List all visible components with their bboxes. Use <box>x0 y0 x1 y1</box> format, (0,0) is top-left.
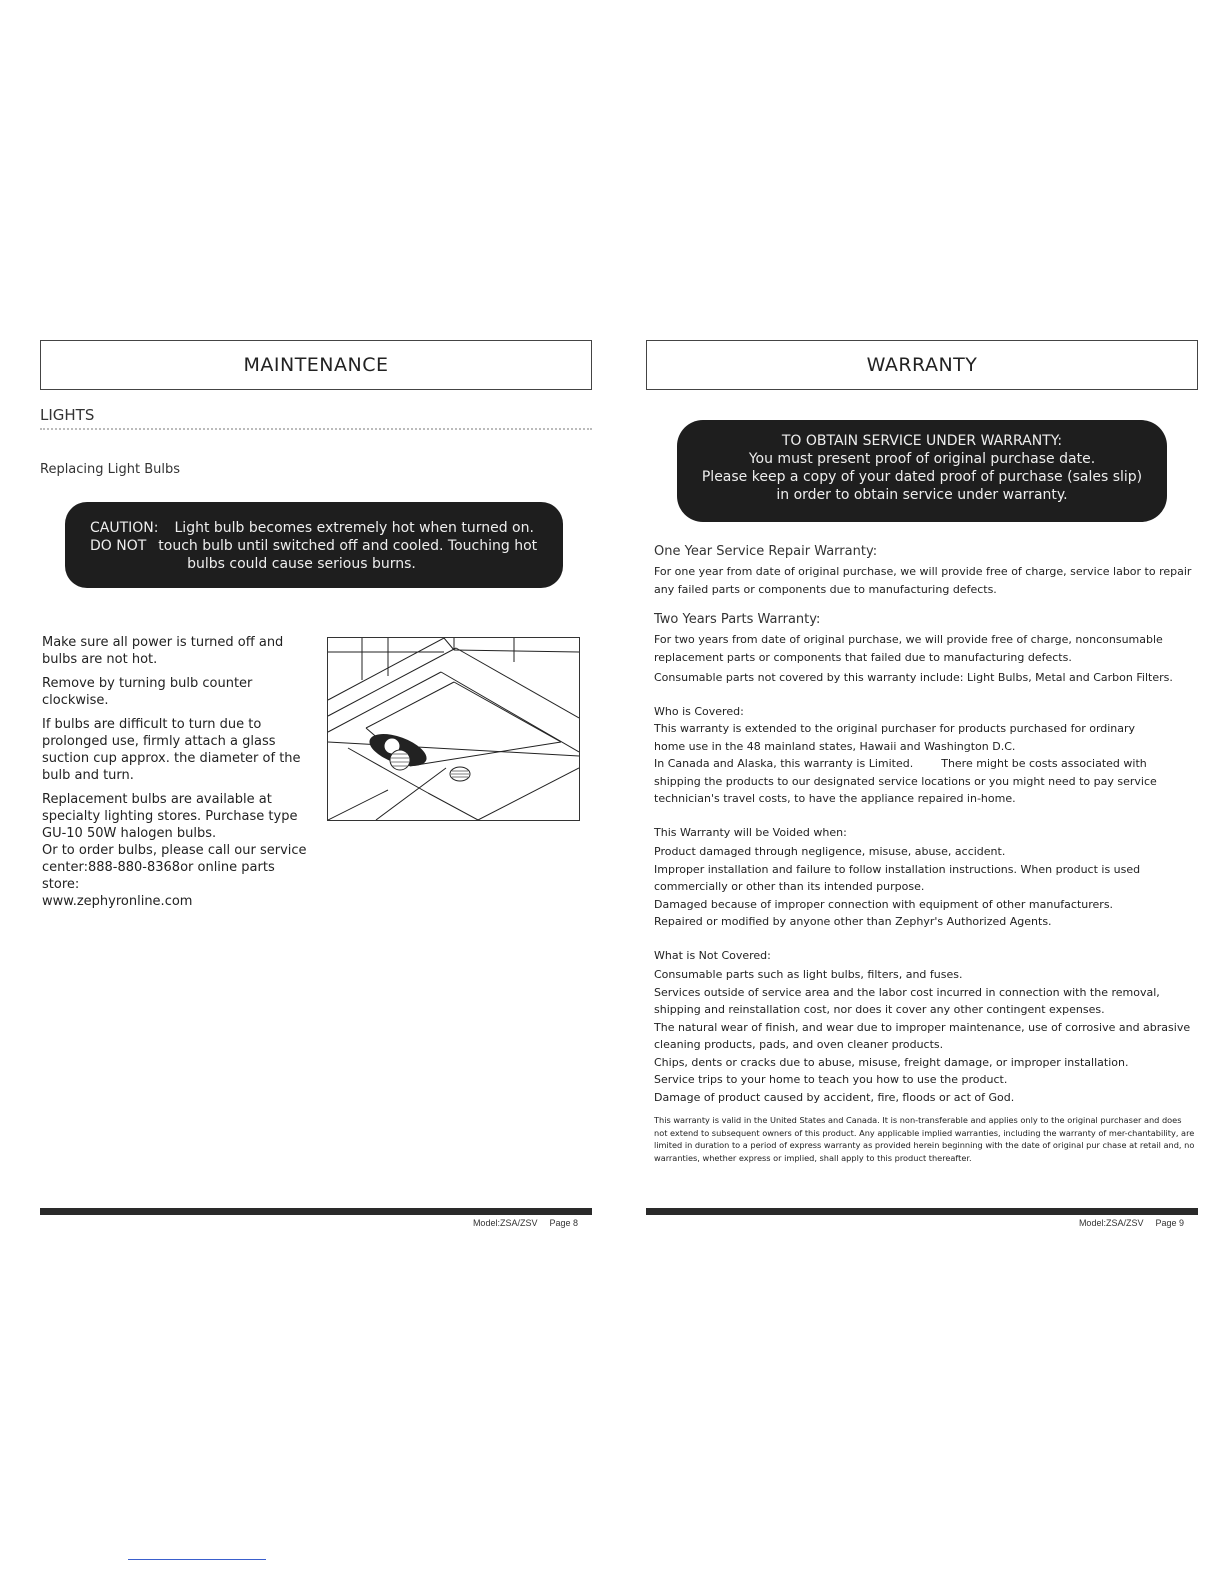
page-footer <box>1079 1218 1184 1228</box>
who-covered-text: home use in the 48 mainland states, Hawaii and Washington D.C. <box>654 739 1016 753</box>
caution-notice <box>65 502 563 588</box>
voided-item: Product damaged through negligence, misuse, abuse, accident. <box>654 845 1006 858</box>
one-year-heading: One Year Service Repair Warranty: <box>654 544 878 559</box>
voided-item: Improper installation and failure to follow installation instructions. When product is used commercially or other than its intended purpose. <box>654 862 1141 893</box>
do-not-label: DO NOT <box>90 538 147 554</box>
subheading-replacing-bulbs: Replacing Light Bulbs <box>40 462 181 477</box>
not-covered-item: Consumable parts such as light bulbs, filters, and fuses. <box>654 968 963 981</box>
link-underline <box>128 1559 266 1560</box>
instruction-paragraph: Make sure all power is turned off and bulbs are not hot. <box>42 635 284 667</box>
not-covered-item: Service trips to your home to teach you how to use the product. <box>654 1073 1008 1086</box>
who-covered-heading: Who is Covered: <box>654 704 744 718</box>
hood-bulb-drawing <box>328 638 579 820</box>
consumable-parts-text: Consumable parts not covered by this warranty include: Light Bulbs, Metal and Carbon Filters. <box>654 671 1173 684</box>
model-label: Model:ZSA/ZSV <box>472 1218 538 1228</box>
two-years-text: For two years from date of original purchase, we will provide free of charge, nonconsumable replacement parts or components that failed due to manufacturing defects. <box>654 633 1163 664</box>
model-label: Model:ZSA/ZSV <box>1078 1218 1144 1228</box>
page-number: Page 9 <box>1155 1218 1184 1228</box>
warranty-terms <box>654 544 1196 1164</box>
page-title: WARRANTY <box>646 340 1198 390</box>
warranty-service-notice <box>677 420 1167 522</box>
not-covered-item: Chips, dents or cracks due to abuse, misuse, freight damage, or improper installation. <box>654 1055 1129 1069</box>
two-years-heading: Two Years Parts Warranty: <box>654 612 821 627</box>
replacement-text: Replacement bulbs are available at specialty lighting stores. Purchase type GU-10 50W halogen bulbs. <box>42 792 298 841</box>
who-covered-limited <box>654 755 1196 808</box>
notice-line: TO OBTAIN SERVICE UNDER WARRANTY: <box>781 433 1063 449</box>
who-covered-text: This warranty is extended to the original purchaser for products purchased for ordinary <box>654 722 1136 735</box>
caution-label: CAUTION: <box>90 520 159 536</box>
voided-item: Damaged because of improper connection with equipment of other manufacturers. <box>654 897 1114 911</box>
not-covered-item: Damage of product caused by accident, fire, floods or act of God. <box>654 1090 1015 1104</box>
replacement-bulbs-paragraph <box>42 791 307 910</box>
website-link[interactable]: www.zephyronline.com <box>42 894 193 909</box>
limited-text: In Canada and Alaska, this warranty is Limited. <box>654 757 914 770</box>
voided-item: Repaired or modified by anyone other than Zephyr's Authorized Agents. <box>654 915 1052 928</box>
instruction-paragraph: If bulbs are difficult to turn due to prolonged use, firmly attach a glass suction cup approx. the diameter of the bulb and turn. <box>42 717 301 783</box>
maintenance-page <box>40 340 592 1228</box>
footer-bar <box>40 1208 592 1215</box>
caution-text-2: touch bulb until switched off and cooled. Touching hot <box>158 538 538 554</box>
not-covered-item: Services outside of service area and the labor cost incurred in connection with the removal, shipping and reinstallation cost, nor does it cover any other contingent expenses. <box>654 985 1160 1016</box>
page-number: Page 8 <box>549 1218 578 1228</box>
notice-line: in order to obtain service under warranty. <box>776 487 1068 503</box>
page-footer <box>473 1218 578 1228</box>
order-text: Or to order bulbs, please call our service center:888-880-8368or online parts store: <box>42 843 307 892</box>
fine-print: This warranty is valid in the United States and Canada. It is non-transferable and applies only to the original purchaser and does not extend to subsequent owners of this product. Any applicable implied warranties, including the warranty of mer-chantability, are limited in duration to a period of express warranty as provided herein beginning with the date of original pur chase at retail and, no warranties, whether express or implied, shall apply to this product thereafter. <box>654 1115 1195 1163</box>
voided-heading: This Warranty will be Voided when: <box>654 825 847 839</box>
caution-text-3: bulbs could cause serious burns. <box>187 556 416 572</box>
bulb-illustration <box>327 637 580 821</box>
footer-bar <box>646 1208 1198 1215</box>
warranty-page <box>646 340 1198 1228</box>
page-title: MAINTENANCE <box>40 340 592 390</box>
one-year-text: For one year from date of original purchase, we will provide free of charge, service labor to repair any failed parts or components due to manufacturing defects. <box>654 565 1192 596</box>
section-heading-lights: LIGHTS <box>40 406 592 430</box>
caution-line-1 <box>90 519 543 537</box>
not-covered-item: The natural wear of finish, and wear due to improper maintenance, use of corrosive and abrasive cleaning products, pads, and oven cleaner products. <box>654 1020 1191 1051</box>
shipping-costs-text: There might be costs associated with shipping the products to our designated service locations or you might need to pay service technician's travel costs, to have the appliance repaired in-home. <box>654 757 1157 805</box>
caution-line-2 <box>90 537 543 555</box>
bulb-instructions <box>42 634 307 917</box>
caution-text-1: Light bulb becomes extremely hot when turned on. <box>174 520 534 536</box>
not-covered-heading: What is Not Covered: <box>654 948 771 962</box>
notice-line: Please keep a copy of your dated proof of purchase (sales slip) <box>701 469 1143 485</box>
notice-line: You must present proof of original purchase date. <box>748 451 1096 467</box>
instruction-paragraph: Remove by turning bulb counter clockwise. <box>42 676 253 708</box>
